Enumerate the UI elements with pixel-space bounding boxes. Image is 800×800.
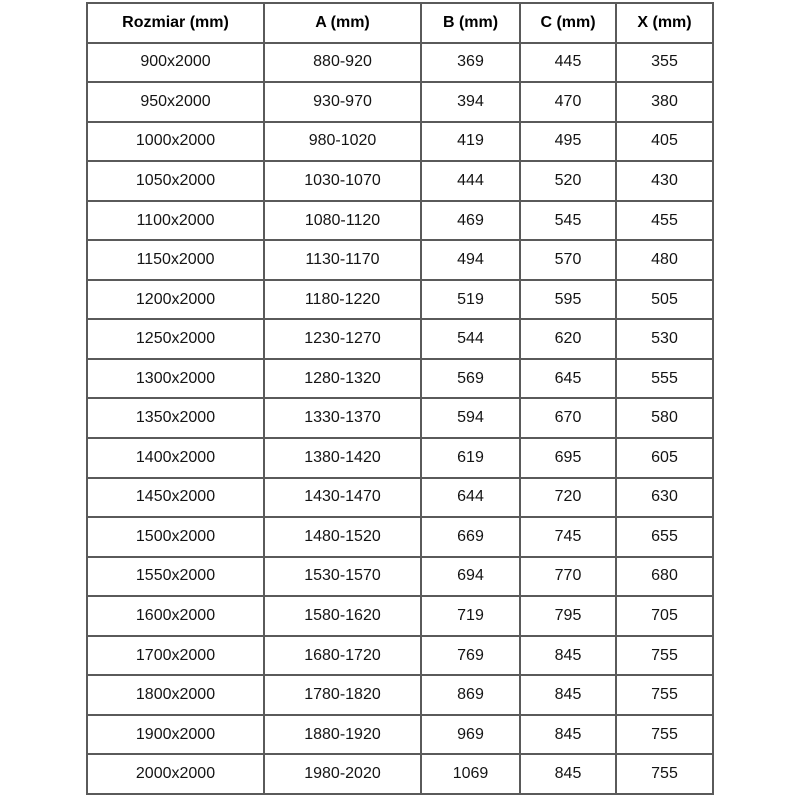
table-cell: 705 [616, 596, 713, 636]
table-cell: 1030-1070 [264, 161, 421, 201]
table-cell: 519 [421, 280, 520, 320]
table-cell: 745 [520, 517, 616, 557]
table-cell: 1100x2000 [87, 201, 264, 241]
table-cell: 769 [421, 636, 520, 676]
table-cell: 695 [520, 438, 616, 478]
table-cell: 544 [421, 319, 520, 359]
table-row [87, 636, 713, 676]
table-row [87, 398, 713, 438]
table-cell: 845 [520, 636, 616, 676]
table-cell: 605 [616, 438, 713, 478]
table-cell: 1980-2020 [264, 754, 421, 794]
table-row [87, 557, 713, 597]
table-cell: 1230-1270 [264, 319, 421, 359]
table-row [87, 240, 713, 280]
table-cell: 1250x2000 [87, 319, 264, 359]
table-cell: 1330-1370 [264, 398, 421, 438]
dimensions-table [86, 2, 714, 795]
table-cell: 455 [616, 201, 713, 241]
table-cell: 755 [616, 754, 713, 794]
table-cell: 770 [520, 557, 616, 597]
table-cell: 950x2000 [87, 82, 264, 122]
table-body [87, 43, 713, 794]
table-cell: 1550x2000 [87, 557, 264, 597]
table-cell: 1530-1570 [264, 557, 421, 597]
table-cell: 570 [520, 240, 616, 280]
table-row [87, 82, 713, 122]
table-cell: 1430-1470 [264, 478, 421, 518]
table-cell: 1700x2000 [87, 636, 264, 676]
header-row [87, 3, 713, 43]
table-cell: 530 [616, 319, 713, 359]
table-cell: 655 [616, 517, 713, 557]
table-row [87, 478, 713, 518]
table-row [87, 715, 713, 755]
table-header [87, 3, 713, 43]
table-cell: 430 [616, 161, 713, 201]
table-cell: 1600x2000 [87, 596, 264, 636]
table-cell: 405 [616, 122, 713, 162]
table-cell: 1500x2000 [87, 517, 264, 557]
table-cell: 355 [616, 43, 713, 83]
table-cell: 620 [520, 319, 616, 359]
table-cell: 445 [520, 43, 616, 83]
table-cell: 595 [520, 280, 616, 320]
table-cell: 444 [421, 161, 520, 201]
column-header: C (mm) [520, 3, 616, 43]
table-cell: 1300x2000 [87, 359, 264, 399]
table-cell: 569 [421, 359, 520, 399]
table-cell: 969 [421, 715, 520, 755]
table-cell: 1900x2000 [87, 715, 264, 755]
table-cell: 545 [520, 201, 616, 241]
table-row [87, 43, 713, 83]
column-header: Rozmiar (mm) [87, 3, 264, 43]
table-row [87, 675, 713, 715]
table-cell: 670 [520, 398, 616, 438]
table-cell: 669 [421, 517, 520, 557]
table-cell: 1450x2000 [87, 478, 264, 518]
table-cell: 1880-1920 [264, 715, 421, 755]
table-cell: 845 [520, 754, 616, 794]
table-row [87, 161, 713, 201]
table-cell: 495 [520, 122, 616, 162]
table-row [87, 596, 713, 636]
table-row [87, 359, 713, 399]
table-cell: 845 [520, 675, 616, 715]
table-cell: 1000x2000 [87, 122, 264, 162]
table-cell: 494 [421, 240, 520, 280]
table-cell: 1069 [421, 754, 520, 794]
table-cell: 1150x2000 [87, 240, 264, 280]
table-cell: 1380-1420 [264, 438, 421, 478]
table-cell: 470 [520, 82, 616, 122]
table-cell: 719 [421, 596, 520, 636]
table-cell: 580 [616, 398, 713, 438]
table-cell: 419 [421, 122, 520, 162]
table-cell: 520 [520, 161, 616, 201]
table-row [87, 280, 713, 320]
table-cell: 469 [421, 201, 520, 241]
column-header: B (mm) [421, 3, 520, 43]
dimensions-table-wrap [86, 2, 714, 795]
table-cell: 2000x2000 [87, 754, 264, 794]
table-cell: 930-970 [264, 82, 421, 122]
table-cell: 1200x2000 [87, 280, 264, 320]
table-cell: 880-920 [264, 43, 421, 83]
table-cell: 1400x2000 [87, 438, 264, 478]
table-cell: 380 [616, 82, 713, 122]
table-cell: 720 [520, 478, 616, 518]
table-cell: 755 [616, 715, 713, 755]
table-row [87, 754, 713, 794]
table-cell: 1480-1520 [264, 517, 421, 557]
table-cell: 1580-1620 [264, 596, 421, 636]
table-cell: 594 [421, 398, 520, 438]
table-cell: 694 [421, 557, 520, 597]
table-cell: 644 [421, 478, 520, 518]
table-cell: 795 [520, 596, 616, 636]
column-header: A (mm) [264, 3, 421, 43]
table-cell: 755 [616, 636, 713, 676]
table-cell: 845 [520, 715, 616, 755]
table-cell: 980-1020 [264, 122, 421, 162]
table-cell: 645 [520, 359, 616, 399]
table-cell: 1800x2000 [87, 675, 264, 715]
table-row [87, 438, 713, 478]
table-cell: 369 [421, 43, 520, 83]
table-cell: 900x2000 [87, 43, 264, 83]
table-cell: 555 [616, 359, 713, 399]
table-cell: 1180-1220 [264, 280, 421, 320]
table-cell: 1280-1320 [264, 359, 421, 399]
table-cell: 1350x2000 [87, 398, 264, 438]
table-cell: 394 [421, 82, 520, 122]
table-cell: 1050x2000 [87, 161, 264, 201]
table-row [87, 201, 713, 241]
table-cell: 680 [616, 557, 713, 597]
table-row [87, 319, 713, 359]
table-cell: 869 [421, 675, 520, 715]
table-cell: 1680-1720 [264, 636, 421, 676]
column-header: X (mm) [616, 3, 713, 43]
table-cell: 1080-1120 [264, 201, 421, 241]
table-cell: 755 [616, 675, 713, 715]
table-cell: 619 [421, 438, 520, 478]
table-row [87, 517, 713, 557]
table-cell: 630 [616, 478, 713, 518]
table-cell: 505 [616, 280, 713, 320]
table-cell: 1780-1820 [264, 675, 421, 715]
table-cell: 480 [616, 240, 713, 280]
table-cell: 1130-1170 [264, 240, 421, 280]
table-row [87, 122, 713, 162]
